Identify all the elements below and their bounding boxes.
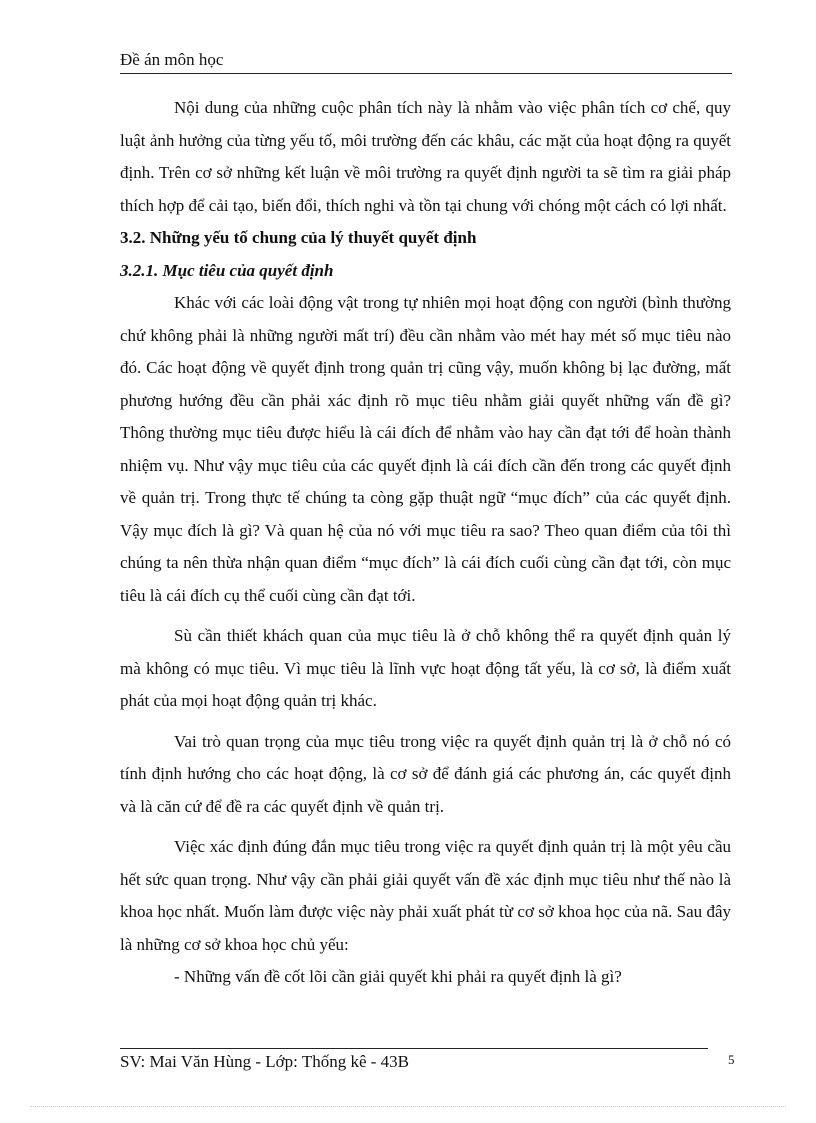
section-heading: 3.2. Những yếu tố chung của lý thuyết quyết định xyxy=(120,228,477,247)
page-number: 5 xyxy=(728,1052,735,1067)
list-item: - Những vấn đề cốt lõi cần giải quyết khi phải ra quyết định là gì? xyxy=(174,967,622,986)
page-footer: SV: Mai Văn Hùng - Lớp: Thống kê - 43B xyxy=(120,1048,708,1072)
subsection-heading: 3.2.1. Mục tiêu của quyết định xyxy=(120,260,334,280)
page-header: Đề án môn học xyxy=(120,50,732,74)
paragraph-objectives: Khác với các loài động vật trong tự nhiên mọi hoạt động con người (bình thường chứ không phải là những người mất trí) đều cần nhằm vào mét hay mét số mục tiêu nào đó. Các hoạt động về quyết định trong quản trị cũng vậy, muốn không bị lạc đường, mất phương hướng đều cần phải xác định rõ mục tiêu nhằm giải quyết những vấn đề gì? Thông thường mục tiêu được hiểu là cái đích để nhằm vào hay cần đạt tới để hoàn thành nhiệm vụ. Như vậy mục tiêu của các quyết định là cái đích cần đến trong các quyết định về quản trị. Trong thực tế chúng ta còng gặp thuật ngữ “mục đích” của các quyết định. Vậy mục đích là gì? Và quan hệ của nó với mục tiêu ra sao? Theo quan điểm của tôi thì chúng ta nên thừa nhận quan điểm “mục đích” là cái đích cuối cùng cần đạt tới, còn mục tiêu là cái đích cụ thể cuối cùng cần đạt tới. xyxy=(120,293,731,605)
paragraph-determination: Việc xác định đúng đắn mục tiêu trong việc ra quyết định quản trị là một yêu cầu hết sức quan trọng. Như vậy cần phải giải quyết vấn đề xác định mục tiêu như thế nào là khoa học nhất. Muốn làm được việc này phải xuất phát từ cơ sở khoa học của nã. Sau đây là những cơ sở khoa học chủ yếu: xyxy=(120,837,731,954)
paragraph-necessity: Sù cần thiết khách quan của mục tiêu là ở chỗ không thể ra quyết định quản lý mà không có mục tiêu. Vì mục tiêu là lĩnh vực hoạt động tất yếu, là cơ sở, là điểm xuất phát của mọi hoạt động quản trị khác. xyxy=(120,626,731,710)
paragraph-analysis: Nội dung của những cuộc phân tích này là nhằm vào việc phân tích cơ chế, quy luật ảnh hưởng của từng yếu tố, môi trường đến các khâu, các mặt của hoạt động ra quyết định. Trên cơ sở những kết luận về môi trường ra quyết định người ta sẽ tìm ra giải pháp thích hợp để cải tạo, biến đổi, thích nghi và tồn tại chung với chóng một cách có lợi nhất. xyxy=(120,98,731,215)
paragraph-role: Vai trò quan trọng của mục tiêu trong việc ra quyết định quản trị là ở chỗ nó có tính định hướng cho các hoạt động, là cơ sở để đánh giá các phương án, các quyết định và là căn cứ để đề ra các quyết định về quản trị. xyxy=(120,731,731,816)
document-body xyxy=(120,92,731,994)
page-edge-divider xyxy=(30,1106,786,1107)
